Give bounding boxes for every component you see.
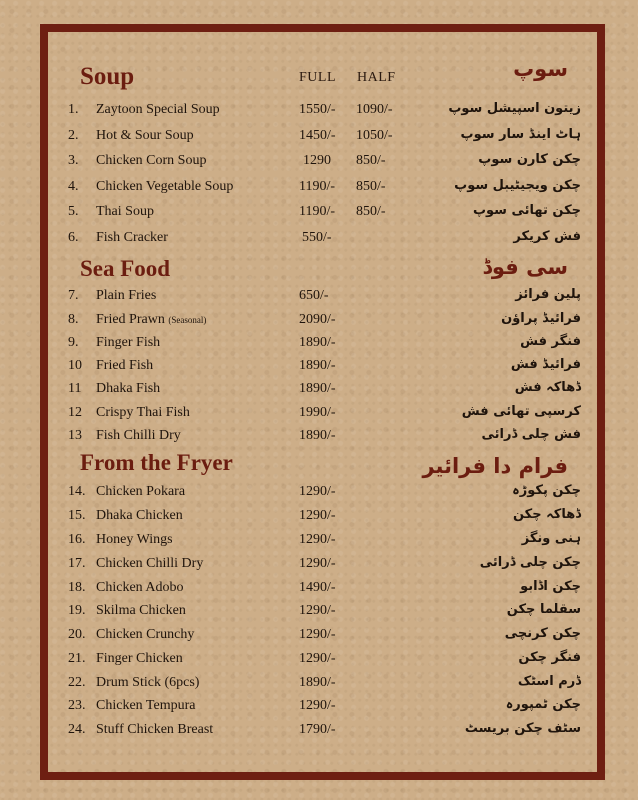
item-urdu-name: فش چلی ڈرائی — [481, 427, 581, 442]
item-number: 15. — [68, 508, 86, 523]
item-urdu-name: ڈھاکہ چکن — [512, 507, 581, 522]
item-name: Chicken Pokara — [96, 484, 186, 499]
item-urdu-name: سٹف چکن بریسٹ — [464, 721, 581, 736]
section-urdu-title-soup: سوپ — [513, 57, 568, 81]
item-number: 9. — [68, 335, 79, 350]
item-number: 13 — [68, 428, 82, 443]
item-price-full: 1190/- — [299, 204, 336, 219]
item-number: 12 — [68, 405, 82, 420]
menu-item — [0, 102, 638, 124]
item-number: 19. — [68, 603, 86, 618]
item-urdu-name: چکن اڈابو — [520, 579, 581, 594]
item-price-full: 1290/- — [299, 627, 336, 642]
item-name: Dhaka Fish — [96, 381, 161, 396]
item-name: Drum Stick (6pcs) — [96, 675, 200, 690]
item-urdu-name: چکن چلی ڈرائی — [479, 555, 581, 570]
item-price-half: 1050/- — [356, 128, 393, 143]
item-price-full: 1550/- — [299, 102, 336, 117]
item-price-full: 1290/- — [299, 698, 336, 713]
item-urdu-name: کرسپی تھائی فش — [461, 404, 581, 419]
item-number: 20. — [68, 627, 86, 642]
item-name: Dhaka Chicken — [96, 508, 183, 523]
menu-item — [0, 288, 638, 310]
menu-item — [0, 532, 638, 554]
section-title-sea-food: Sea Food — [80, 256, 171, 281]
item-note: (Seasonal) — [168, 315, 207, 325]
menu-item — [0, 230, 638, 252]
item-number: 21. — [68, 651, 86, 666]
item-name: Honey Wings — [96, 532, 173, 547]
item-number: 1. — [68, 102, 79, 117]
menu-item — [0, 556, 638, 578]
item-name: Finger Chicken — [96, 651, 183, 666]
item-name: Fried Fish — [96, 358, 154, 373]
item-urdu-name: چکن تھائی سوپ — [472, 203, 581, 218]
section-urdu-title-sea-food: سی فوڈ — [482, 255, 568, 279]
item-name: Chicken Vegetable Soup — [96, 179, 234, 194]
item-number: 22. — [68, 675, 86, 690]
menu-item — [0, 508, 638, 530]
item-urdu-name: ڈھاکہ فش — [514, 380, 581, 395]
section-title-from-the-fryer: From the Fryer — [80, 450, 233, 475]
item-price-full: 1490/- — [299, 580, 336, 595]
item-name: Zaytoon Special Soup — [96, 102, 220, 117]
menu-item — [0, 381, 638, 403]
menu-item — [0, 312, 638, 334]
item-urdu-name: چکن ٹمپورہ — [505, 697, 581, 712]
item-urdu-name: فنگر چکن — [518, 650, 581, 665]
item-price-full: 1890/- — [299, 358, 336, 373]
menu-item — [0, 204, 638, 226]
item-price-full: 2090/- — [299, 312, 336, 327]
item-number: 6. — [68, 230, 79, 245]
item-price-full: 1290/- — [299, 532, 336, 547]
item-number: 18. — [68, 580, 86, 595]
item-number: 10 — [68, 358, 82, 373]
item-price-half: 850/- — [356, 153, 386, 168]
item-number: 11 — [68, 381, 82, 396]
column-header-half: HALF — [357, 70, 396, 85]
item-price-full: 550/- — [302, 230, 332, 245]
item-price-full: 1890/- — [299, 381, 336, 396]
item-name: Fish Cracker — [96, 230, 168, 245]
item-name: Chicken Crunchy — [96, 627, 195, 642]
item-name-text: Fried Prawn — [96, 312, 165, 327]
menu-item — [0, 128, 638, 150]
item-price-full: 650/- — [299, 288, 329, 303]
section-urdu-title-from-the-fryer: فرام دا فرائیر — [422, 454, 568, 478]
item-number: 23. — [68, 698, 86, 713]
item-price-full: 1890/- — [299, 675, 336, 690]
item-urdu-name: فش کریکر — [513, 229, 581, 244]
item-urdu-name: چکن ویجیٹیبل سوپ — [454, 178, 581, 193]
item-urdu-name: چکن کارن سوپ — [478, 152, 581, 167]
item-price-half: 850/- — [356, 204, 386, 219]
item-price-full: 1290/- — [299, 651, 336, 666]
item-urdu-name: ڈرم اسٹک — [517, 674, 581, 689]
item-price-full: 1290/- — [299, 556, 336, 571]
item-urdu-name: سقلما چکن — [506, 602, 581, 617]
item-price-full: 1890/- — [299, 428, 336, 443]
section-title-soup: Soup — [80, 63, 135, 90]
item-price-full: 1450/- — [299, 128, 336, 143]
item-name: Chicken Adobo — [96, 580, 184, 595]
item-urdu-name: چکن پکوڑہ — [512, 483, 581, 498]
item-urdu-name: پلین فرائز — [515, 287, 581, 302]
item-number: 7. — [68, 288, 79, 303]
item-name — [96, 312, 206, 328]
item-name: Chicken Tempura — [96, 698, 196, 713]
menu-item — [0, 484, 638, 506]
item-price-full: 1290/- — [299, 603, 336, 618]
item-number: 14. — [68, 484, 86, 499]
menu-item — [0, 603, 638, 625]
item-name: Hot & Sour Soup — [96, 128, 194, 143]
item-price-full: 1290 — [303, 153, 331, 168]
menu-item — [0, 675, 638, 697]
item-name: Plain Fries — [96, 288, 157, 303]
item-urdu-name: فنگر فش — [520, 334, 581, 349]
column-header-full: FULL — [299, 70, 336, 85]
item-number: 17. — [68, 556, 86, 571]
item-urdu-name: زیتون اسپیشل سوپ — [448, 101, 581, 116]
item-number: 5. — [68, 204, 79, 219]
menu-item — [0, 722, 638, 744]
item-price-full: 1890/- — [299, 335, 336, 350]
item-name: Stuff Chicken Breast — [96, 722, 214, 737]
menu-item — [0, 698, 638, 720]
menu-item — [0, 428, 638, 450]
item-number: 24. — [68, 722, 86, 737]
item-price-full: 1290/- — [299, 484, 336, 499]
item-name: Skilma Chicken — [96, 603, 186, 618]
item-name: Crispy Thai Fish — [96, 405, 190, 420]
menu-item — [0, 651, 638, 673]
item-number: 4. — [68, 179, 79, 194]
item-name: Fish Chilli Dry — [96, 428, 181, 443]
item-number: 8. — [68, 312, 79, 327]
item-price-half: 850/- — [356, 179, 386, 194]
item-name: Thai Soup — [96, 204, 154, 219]
item-number: 16. — [68, 532, 86, 547]
item-price-full: 1990/- — [299, 405, 336, 420]
item-urdu-name: فرائیڈ فش — [510, 357, 581, 372]
menu-item — [0, 179, 638, 201]
item-price-full: 1190/- — [299, 179, 336, 194]
item-price-half: 1090/- — [356, 102, 393, 117]
menu-item — [0, 580, 638, 602]
item-price-full: 1290/- — [299, 508, 336, 523]
menu-item — [0, 153, 638, 175]
item-urdu-name: فرائیڈ پراؤن — [501, 311, 581, 326]
item-price-full: 1790/- — [299, 722, 336, 737]
item-number: 2. — [68, 128, 79, 143]
item-urdu-name: ہنی ونگز — [521, 531, 581, 546]
item-name: Finger Fish — [96, 335, 161, 350]
item-urdu-name: ہاٹ اینڈ سار سوپ — [460, 127, 581, 142]
item-name: Chicken Chilli Dry — [96, 556, 204, 571]
menu-item — [0, 335, 638, 357]
item-name: Chicken Corn Soup — [96, 153, 207, 168]
item-urdu-name: چکن کرنچی — [504, 626, 581, 641]
menu-item — [0, 627, 638, 649]
item-number: 3. — [68, 153, 79, 168]
menu-item — [0, 358, 638, 380]
menu-item — [0, 405, 638, 427]
